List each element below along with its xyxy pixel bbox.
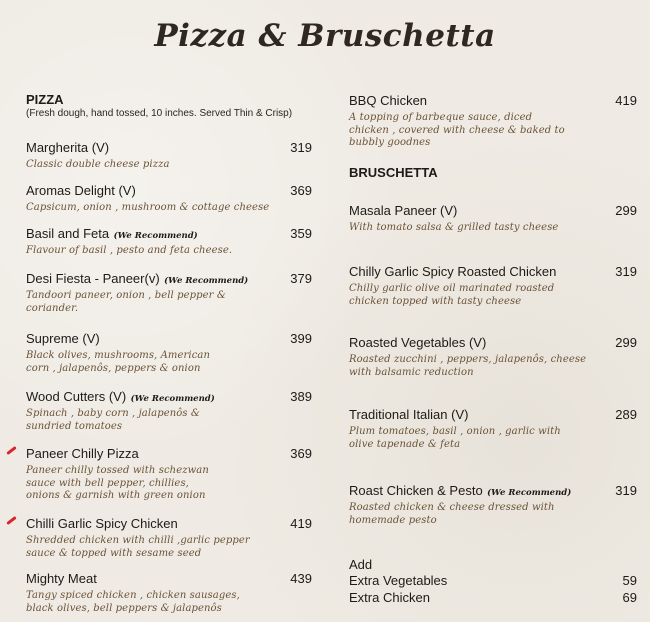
menu-item	[26, 330, 312, 375]
menu-item	[349, 334, 637, 379]
item-name: Paneer Chilly Pizza	[26, 446, 139, 461]
item-description: Capsicum, onion , mushroom & cottage cheese	[26, 202, 270, 213]
item-description: Tandoori paneer, onion , bell pepper & coriander.	[26, 290, 226, 314]
addon-price: 59	[622, 573, 637, 588]
menu-item-spicy	[26, 445, 312, 503]
menu-item	[349, 202, 637, 235]
item-description: Spinach , baby corn , jalapenôs & sundried tomatoes	[26, 408, 200, 432]
menu-item	[349, 92, 637, 150]
addon-item	[349, 573, 637, 588]
item-name: Supreme (V)	[26, 331, 100, 346]
item-name: Chilli Garlic Spicy Chicken	[26, 516, 178, 531]
item-name: Wood Cutters (V)	[26, 389, 127, 404]
recommend-badge: (We Recommend)	[130, 394, 215, 404]
item-price: 359	[290, 226, 312, 241]
item-name: Desi Fiesta - Paneer(v)	[26, 271, 160, 286]
item-price: 319	[615, 483, 637, 498]
menu-item	[26, 570, 312, 615]
item-price: 419	[615, 93, 637, 108]
item-description: Shredded chicken with chilli ,garlic pepper sauce & topped with sesame seed	[26, 535, 250, 559]
add-heading: Add	[349, 557, 373, 572]
item-name: Traditional Italian (V)	[349, 407, 469, 422]
menu-item	[26, 139, 312, 172]
item-price: 419	[290, 516, 312, 531]
item-name: Mighty Meat	[26, 571, 97, 586]
item-description: Plum tomatoes, basil , onion , garlic with olive tapenade & feta	[349, 426, 561, 450]
recommend-badge: (We Recommend)	[113, 231, 198, 241]
chili-icon	[6, 446, 17, 455]
item-description: Flavour of basil , pesto and feta cheese.	[26, 245, 233, 256]
menu-title: Pizza & Bruschetta	[154, 18, 496, 54]
item-price: 439	[290, 571, 312, 586]
item-name: Roast Chicken & Pesto	[349, 483, 483, 498]
addon-price: 69	[622, 590, 637, 605]
menu-item	[349, 263, 637, 308]
menu-item-spicy	[26, 515, 312, 560]
item-name: Roasted Vegetables (V)	[349, 335, 487, 350]
addon-name: Extra Chicken	[349, 590, 430, 605]
pizza-note: (Fresh dough, hand tossed, 10 inches. Served Thin & Crisp)	[26, 108, 293, 119]
item-description: With tomato salsa & grilled tasty cheese	[349, 222, 559, 233]
addon-name: Extra Vegetables	[349, 573, 448, 588]
section-heading-pizza: PIZZA	[26, 92, 64, 107]
menu-item	[26, 388, 312, 433]
section-heading-bruschetta: BRUSCHETTA	[349, 165, 438, 180]
item-description: Roasted zucchini , peppers, jalapenôs, cheese with balsamic reduction	[349, 354, 587, 378]
item-name: BBQ Chicken	[349, 93, 428, 108]
menu-item	[26, 225, 312, 258]
item-name: Masala Paneer (V)	[349, 203, 458, 218]
item-description: Paneer chilly tossed with schezwan sauce with bell pepper, chillies, onions & garnish with green onion	[26, 465, 209, 501]
item-price: 369	[290, 183, 312, 198]
item-price: 319	[615, 264, 637, 279]
item-description: Black olives, mushrooms, American corn , jalapenôs, peppers & onion	[26, 350, 211, 374]
item-name: Aromas Delight (V)	[26, 183, 136, 198]
menu-item	[26, 182, 312, 215]
item-price: 389	[290, 389, 312, 404]
item-price: 299	[615, 203, 637, 218]
recommend-badge: (We Recommend)	[164, 276, 249, 286]
item-name: Margherita (V)	[26, 140, 110, 155]
item-price: 319	[290, 140, 312, 155]
item-price: 379	[290, 271, 312, 286]
menu-item	[26, 270, 312, 315]
item-price: 399	[290, 331, 312, 346]
recommend-badge: (We Recommend)	[487, 488, 572, 498]
menu-item	[349, 406, 637, 451]
item-name: Chilly Garlic Spicy Roasted Chicken	[349, 264, 557, 279]
menu-item	[349, 482, 637, 527]
item-name: Basil and Feta	[26, 226, 110, 241]
addon-item	[349, 590, 637, 605]
item-description: A topping of barbeque sauce, diced chicken , covered with cheese & baked to bubbly goodnes	[349, 112, 565, 148]
item-description: Roasted chicken & cheese dressed with homemade pesto	[349, 502, 555, 526]
item-price: 289	[615, 407, 637, 422]
item-price: 299	[615, 335, 637, 350]
item-price: 369	[290, 446, 312, 461]
chili-icon	[6, 516, 17, 525]
item-description: Chilly garlic olive oil marinated roasted chicken topped with tasty cheese	[349, 283, 555, 307]
item-description: Tangy spiced chicken , chicken sausages, black olives, bell peppers & jalapenôs	[26, 590, 240, 614]
item-description: Classic double cheese pizza	[26, 159, 170, 170]
